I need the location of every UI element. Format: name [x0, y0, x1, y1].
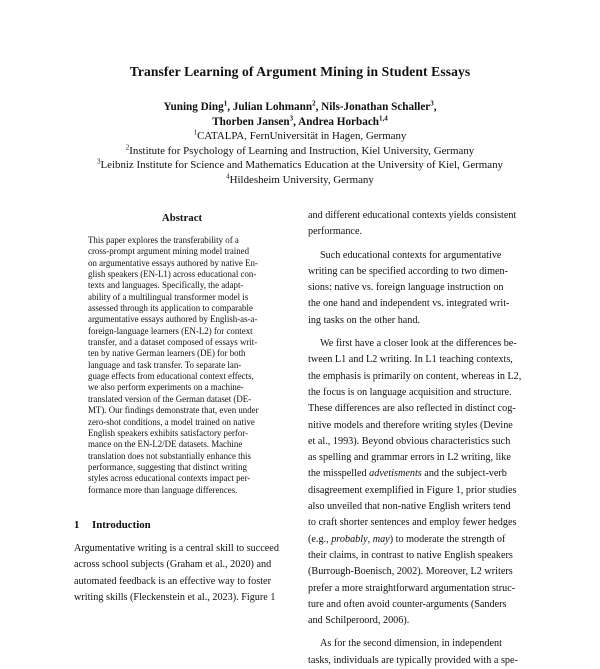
paragraph-gap [308, 241, 532, 248]
affiliation-mark: 2 [125, 142, 130, 151]
author-name: Nils-Jonathan Schaller [321, 101, 431, 113]
abstract-line: translated version of the German dataset (DE- [88, 393, 252, 404]
body-line: tasks, individuals are typically provided with a spe- [308, 654, 518, 666]
author-line-1: Yuning Ding$^1$, Julian Lohmann$^2$, Nils-Jonathan Schaller$^3$, [163, 99, 437, 113]
abstract-line: formance more than language differences. [88, 484, 238, 495]
abstract-line: guage effects from educational context effects, [88, 371, 254, 382]
body-line: Such educational contexts for argumentative [320, 249, 502, 261]
abstract-text [88, 235, 276, 496]
body-line: nitive models and therefore writing styles (Devine [308, 419, 513, 431]
author-name: Andrea Horbach [298, 115, 380, 128]
affiliation-mark: 3 [96, 157, 101, 166]
introduction-heading [74, 519, 151, 531]
affiliation-mark: 4 [226, 171, 230, 180]
affiliation-mark: 1 [193, 128, 198, 137]
abstract-line: foreign-language learners (EN-L2) for context [88, 325, 253, 336]
body-line: to craft shorter sentences and employ fewer hedges [308, 517, 517, 529]
body-line: et al., 1993). Beyond obvious characteristics such [308, 435, 511, 447]
body-line: As for the second dimension, in independent [320, 638, 502, 650]
body-line: writing skills (Fleckenstein et al., 2023). Figure 1 [74, 591, 276, 603]
emphasized-term: probably [331, 533, 368, 545]
emphasized-term: advetisments [369, 468, 422, 480]
abstract-line: English speakers exhibits satisfactory perfor- [88, 427, 249, 438]
body-line: tween L1 and L2 writing. In L1 teaching contexts, [308, 354, 513, 366]
body-line: as spelling and grammar errors in L2 writing, like [308, 452, 511, 464]
affiliation: $^1$CATALPA, FernUniversität in Hagen, Germany [193, 128, 407, 142]
abstract-line: language and task transfer. To separate lan- [88, 359, 242, 370]
abstract-line: assessed through its application to comparable [88, 303, 253, 314]
affiliation: $^2$Institute for Psychology of Learning and Instruction, Kiel University, Germany [125, 142, 475, 157]
body-line: writing can be specified according to two dimen- [308, 265, 509, 277]
abstract-line: MT). Our findings demonstrate that, even under [88, 405, 259, 416]
body-line: (Burrough-Boenisch, 2002). Moreover, L2 writers [308, 566, 513, 578]
author-affil-mark: 1,4 [379, 113, 388, 122]
abstract-line: cross-prompt argument mining model trained [88, 246, 250, 257]
abstract-line: glish speakers (EN-L1) across educational con- [88, 269, 257, 280]
abstract-line: translation does not substantially enhance this [88, 450, 251, 461]
introduction-text [74, 541, 296, 606]
body-line: These differences are also reflected in distinct cog- [308, 403, 516, 415]
affiliation: $^4$Hildesheim University, Germany [226, 171, 374, 186]
author-line-2: Thorben Jansen$^3$, Andrea Horbach$^{1,4}$ [212, 113, 388, 128]
paragraph-gap [308, 329, 532, 336]
left-column [88, 208, 276, 496]
body-line: ing tasks on the other hand. [308, 314, 421, 326]
body-line: and different educational contexts yields consistent [308, 210, 517, 221]
abstract-line: mance on the EN-L2/DE datasets. Machine [88, 439, 243, 450]
affiliation-list [0, 129, 600, 187]
author-list [0, 100, 600, 129]
section-number: 1 [74, 519, 80, 531]
abstract-line: transfer, and a dataset composed of essays writ- [88, 337, 258, 348]
body-line: performance. [308, 226, 363, 238]
author-name: Julian Lohmann [232, 101, 313, 113]
emphasized-term: may [372, 533, 390, 545]
author-affil-mark: 2 [312, 99, 316, 108]
body-line: Argumentative writing is a central skill to succeed [74, 543, 279, 554]
abstract-line: performance, suggesting that distinct writing [88, 461, 247, 472]
author-name: Yuning Ding [163, 101, 224, 113]
body-line: the emphasis is primarily on content, whereas in L2, [308, 370, 522, 382]
body-line: the misspelled advetisments and the subject-verb [308, 468, 507, 480]
body-line: disagreement exemplified in Figure 1, prior studies [308, 484, 517, 496]
body-line: automated feedback is an effective way to foster [74, 575, 271, 587]
author-affil-mark: 3 [430, 99, 434, 108]
abstract-line: texts and languages. Specifically, the adapt- [88, 280, 244, 291]
body-line: prefer a more straightforward argumentation struc- [308, 582, 516, 594]
abstract-line: zero-shot conditions, a model trained on native [88, 416, 255, 427]
abstract-line: argumentative essays authored by English-as-a- [88, 314, 258, 325]
body-line: the one hand and independent vs. integrated writ- [308, 298, 510, 310]
abstract-line: ability of a multilingual transformer model is [88, 291, 249, 302]
abstract-line: we also perform experiments on a machine- [88, 382, 244, 393]
section-title: Introduction [92, 519, 151, 531]
author-name: Thorben Jansen [212, 115, 290, 128]
abstract-line: This paper explores the transferability of a [88, 235, 239, 245]
body-line: the focus is on language acquisition and structure. [308, 386, 512, 398]
body-line: across school subjects (Graham et al., 2020) and [74, 559, 272, 571]
body-line: their claims, in contrast to native English speakers [308, 549, 513, 561]
author-affil-mark: 3 [289, 113, 294, 122]
abstract-line: styles across educational contexts impact per- [88, 473, 251, 484]
body-line: (e.g., probably, may) to moderate the strength of [308, 533, 506, 545]
abstract-line: ten by native German learners (DE) for both [88, 348, 246, 359]
affiliation: $^3$Leibniz Institute for Science and Mathematics Education at the University of Kiel, Germany [96, 157, 504, 171]
paper-title: Transfer Learning of Argument Mining in Student Essays [129, 64, 471, 79]
abstract-line: on argumentative essays authored by native En- [88, 257, 258, 268]
body-line: sions: native vs. foreign language instruction on [308, 282, 504, 294]
body-line: also unveiled that non-native English writers tend [308, 501, 511, 513]
body-line: ture and often avoid counter-arguments (Sanders [308, 598, 507, 610]
paragraph-gap [308, 629, 532, 636]
body-line: We first have a closer look at the differences be- [320, 338, 517, 350]
body-line: and Schilperoord, 2006). [308, 615, 410, 627]
abstract-heading: Abstract [161, 212, 203, 224]
author-affil-mark: 1 [223, 99, 228, 108]
